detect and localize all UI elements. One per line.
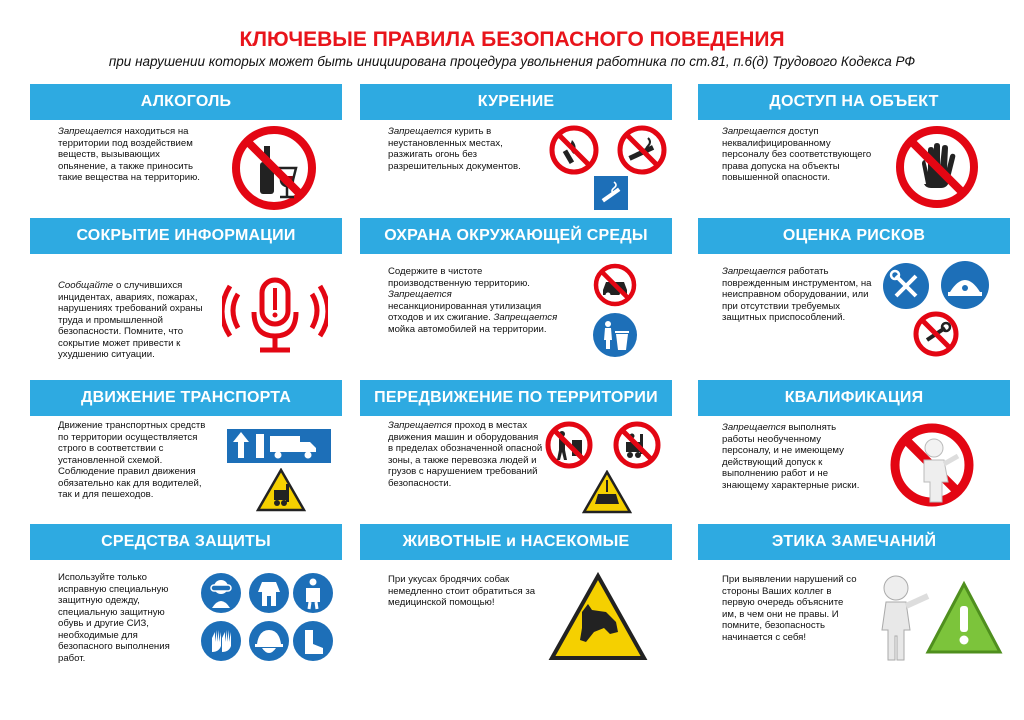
no-entry-hand-icon bbox=[894, 124, 980, 210]
page-title: КЛЮЧЕВЫЕ ПРАВИЛА БЕЗОПАСНОГО ПОВЕДЕНИЯ bbox=[239, 28, 785, 51]
smoking-area-icon bbox=[594, 176, 628, 210]
no-broken-tools-icon bbox=[912, 310, 960, 358]
card-text: Запрещается курить в неустановленных местах, разжигать огонь без разрешительных документов. bbox=[388, 126, 521, 172]
card-heading: ЖИВОТНЫЕ и НАСЕКОМЫЕ bbox=[360, 524, 672, 560]
no-smoking-icon bbox=[616, 124, 668, 176]
tools-icon bbox=[882, 262, 930, 310]
card-smoking bbox=[360, 84, 672, 215]
card-text: Запрещается проход в местах движения машин и оборудования в пределах обозначенной опасной зоны, а также перевозка людей и грузов с нарушением требований безопасности. bbox=[388, 420, 543, 489]
card-risk-assessment bbox=[698, 218, 1010, 349]
card-transport bbox=[30, 380, 342, 511]
no-car-wash-icon bbox=[592, 262, 638, 308]
truck-lane-icon bbox=[226, 428, 332, 464]
dog-warning-icon bbox=[548, 572, 648, 664]
card-text: Сообщайте о случившихся инцидентах, авариях, пожарах, нарушениях требований охраны труда и промышленной безопасности. Помните, что сокрытие может привести к ухудшению ситуации. bbox=[58, 280, 203, 360]
card-heading: КВАЛИФИКАЦИЯ bbox=[698, 380, 1010, 416]
card-text: Запрещается доступ неквалифицированному персоналу без соответствующего права допуска на объекты повышенной опасности. bbox=[722, 126, 872, 183]
card-heading: ДОСТУП НА ОБЪЕКТ bbox=[698, 84, 1010, 120]
card-heading: ОХРАНА ОКРУЖАЮЩЕЙ СРЕДЫ bbox=[360, 218, 672, 254]
card-text: Запрещается находиться на территории под воздействием веществ, вызывающих опьянение, а также приносить такие вещества на территорию. bbox=[58, 126, 200, 183]
safety-guard-icon bbox=[940, 260, 990, 310]
card-ppe bbox=[30, 524, 342, 688]
no-forklift-icon bbox=[612, 420, 662, 470]
card-qualification bbox=[698, 380, 1010, 511]
card-text: Используйте только исправную специальную защитную одежду, специальную защитную обувь и другие СИЗ, необходимые для безопасного выполнения работ. bbox=[58, 572, 170, 664]
card-text: При выявлении нарушений со стороны Ваших коллег в первую очередь объясните им, в чем они не правы. И помните, безопасность начинается с себя! bbox=[722, 574, 857, 643]
card-heading: ПЕРЕДВИЖЕНИЕ ПО ТЕРРИТОРИИ bbox=[360, 380, 672, 416]
card-heading: СОКРЫТИЕ ИНФОРМАЦИИ bbox=[30, 218, 342, 254]
no-open-fire-icon bbox=[548, 124, 600, 176]
gloves-icon bbox=[200, 620, 242, 662]
card-alcohol bbox=[30, 84, 342, 215]
card-heading: АЛКОГОЛЬ bbox=[30, 84, 342, 120]
microphone-alert-icon bbox=[222, 274, 328, 360]
no-alcohol-icon bbox=[230, 124, 318, 212]
overalls-icon bbox=[248, 572, 290, 614]
goggles-icon bbox=[200, 572, 242, 614]
card-heading: ДВИЖЕНИЕ ТРАНСПОРТА bbox=[30, 380, 342, 416]
card-information bbox=[30, 218, 342, 360]
card-animals bbox=[360, 524, 672, 688]
vest-icon bbox=[292, 572, 334, 614]
card-environment bbox=[360, 218, 672, 349]
card-site-access bbox=[698, 84, 1010, 215]
person-warning-icon bbox=[864, 566, 1006, 666]
card-movement bbox=[360, 380, 672, 511]
card-text: Содержите в чистоте производственную территорию. Запрещается несанкционированная утилизация отходов и их сжигание. Запрещается мойка автомобилей на территории. bbox=[388, 266, 558, 335]
no-pedestrian-icon bbox=[544, 420, 594, 470]
card-heading: СРЕДСТВА ЗАЩИТЫ bbox=[30, 524, 342, 560]
card-heading: ЭТИКА ЗАМЕЧАНИЙ bbox=[698, 524, 1010, 560]
litter-bin-icon bbox=[592, 312, 638, 358]
card-heading: КУРЕНИЕ bbox=[360, 84, 672, 120]
suspended-load-icon bbox=[582, 470, 632, 514]
card-text: Запрещается выполнять работы необученному персоналу, и не имеющему действующий допуск к выполнению работ и не знающему характерные риски. bbox=[722, 422, 860, 491]
helmet-icon bbox=[248, 620, 290, 662]
page-subtitle: при нарушении которых может быть инициирована процедура увольнения работника по ст.81, п.6(д) Трудового Кодекса РФ bbox=[108, 54, 916, 69]
card-text: Запрещается работать поврежденным инструментом, на неисправном оборудовании, или при отсутствии требуемых защитных приспособлений. bbox=[722, 266, 872, 323]
card-ethics bbox=[698, 524, 1010, 688]
forklift-warning-icon bbox=[256, 468, 306, 512]
stop-person-icon bbox=[884, 420, 980, 510]
card-text: Движение транспортных средств по территории осуществляется строго в соответствии с установленной схемой. Соблюдение правил движения обязательно как для водителей, так и для пешеходов. bbox=[58, 420, 206, 500]
boots-icon bbox=[292, 620, 334, 662]
card-heading: ОЦЕНКА РИСКОВ bbox=[698, 218, 1010, 254]
card-text: При укусах бродячих собак немедленно стоит обратиться за медицинской помощью! bbox=[388, 574, 536, 608]
